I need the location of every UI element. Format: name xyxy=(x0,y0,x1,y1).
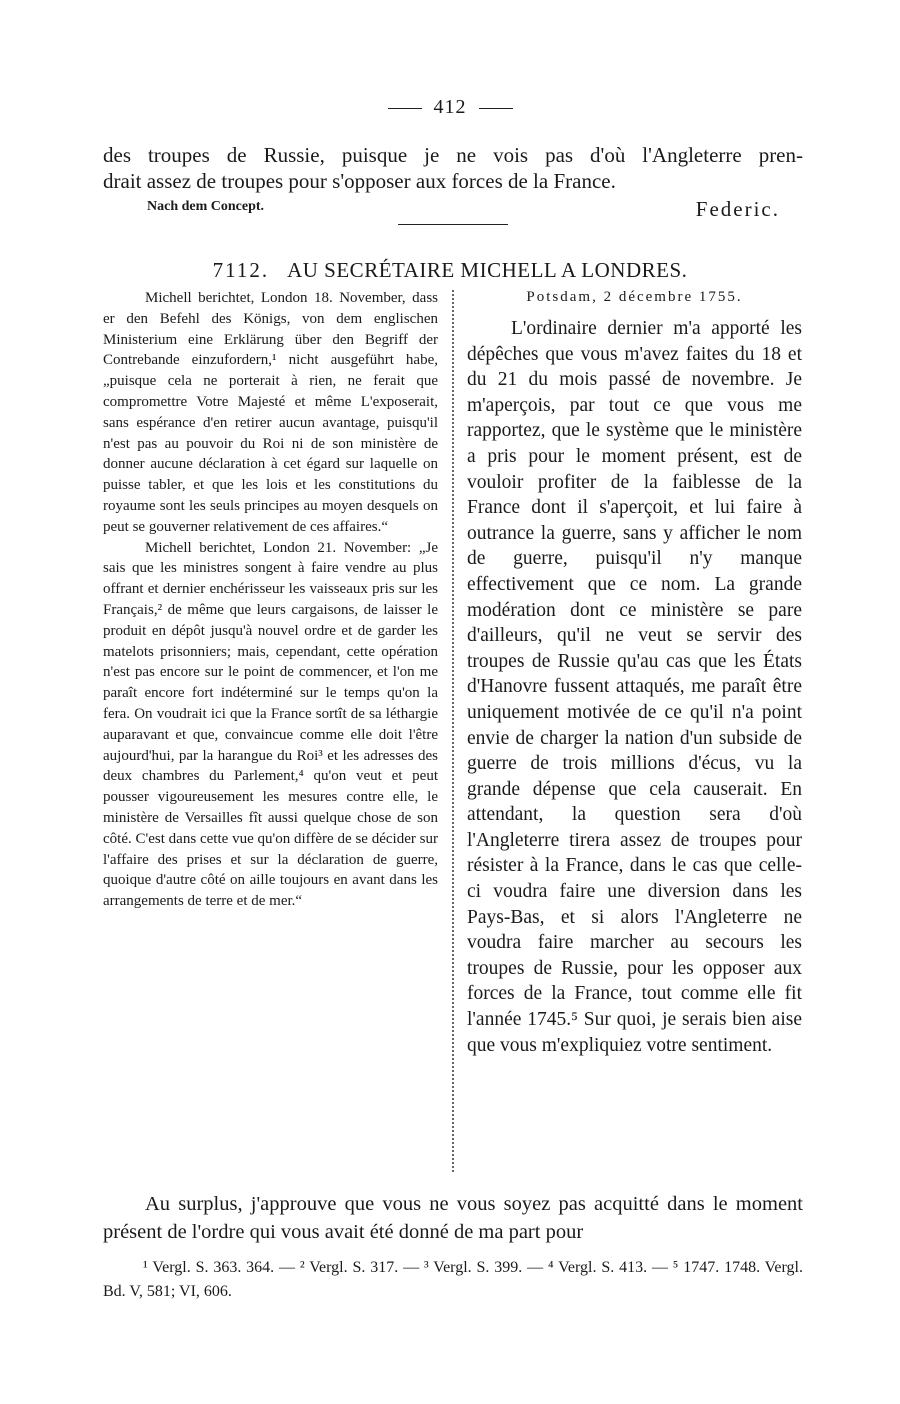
letter-body: L'ordinaire dernier m'a apporté les dépêches que vous m'avez faites du 18 et du 21 du mois passé de novembre. Je m'aperçois, par tout ce que vous me rapportez, que le système que le ministère a pris pour le moment présent, est de vouloir profiter de la faiblesse de la France dont il s'aperçoit, et lui faire à outrance la guerre, sans y afficher le nom de guerre, puisqu'il n'y manque effectivement que ce nom. La grande modération dont ce ministère se pare d'ailleurs, qu'il ne veut se servir des troupes de Russie qu'au cas que les États d'Hanovre fussent attaqués, me paraît être uniquement motivée de ce qu'il n'a point envie de charger la nation d'un subside de guerre de trois millions d'écus, vu la grande dépense que cela causerait. En attendant, la question sera d'où l'Angleterre tirera assez de troupes pour résister à la France, dans le cas que celle-ci voudra faire une diversion dans les Pays-Bas, et si alors l'Angleterre ne voudra faire marcher au secours les troupes de Russie, pour les opposer aux forces de la France, tout comme elle fit l'année 1745.⁵ Sur quoi, je serais bien aise que vous m'expliquiez votre sentiment. xyxy=(467,318,802,1056)
letter-heading xyxy=(0,258,900,283)
left-column-summary xyxy=(103,288,438,912)
letter-number: 7112. xyxy=(212,258,270,282)
top-text-line-2: drait assez de troupes pour s'opposer aux forces de la France. xyxy=(103,169,616,193)
page-number-text: 412 xyxy=(433,96,467,118)
left-paragraph-1: Michell berichtet, London 18. November, dass er den Befehl des Königs, von dem englischen Ministerium eine Erklärung über den Begriff der Contrebande einzufordern,¹ nicht ausgeführt habe, „puisque cela ne porterait à rien, ne ferait que compromettre Votre Majesté et même L'exposerait, sans espérance d'en retirer aucun avantage, puisqu'il n'est pas au pouvoir du Roi ni de son ministère de donner aucune déclaration à cet égard sur laquelle on puisse tabler, et que les lois et les constitutions du royaume sont les seuls principes au moyen desquels on peut se gouverner relativement de ces affaires.“ xyxy=(103,290,438,535)
concept-note: Nach dem Concept. xyxy=(147,199,265,214)
letter-date: Potsdam, 2 décembre 1755. xyxy=(526,289,743,305)
top-continuation-text xyxy=(103,142,803,194)
page-number-dash-right xyxy=(479,108,513,109)
footnotes-text: ¹ Vergl. S. 363. 364. — ² Vergl. S. 317. — ³ Vergl. S. 399. — ⁴ Vergl. S. 413. — ⁵ 1747. 1748. Vergl. Bd. V, 581; VI, 606. xyxy=(103,1259,803,1300)
page-number-dash-left xyxy=(388,108,422,109)
left-paragraph-2: Michell berichtet, London 21. November: „Je sais que les ministres songent à faire vendre au plus offrant et dernier enchérisseur les vaisseaux pris sur les Français,² de même que leurs cargaisons, de laisser le produit en dépôt jusqu'à nouvel ordre et de garder les matelots prisonniers; mais, cependant, cette opération n'est pas encore sur le point de commencer, et l'on me paraît encore fort indéterminé sur le temps qu'on la fera. On voudrait ici que la France sortît de sa léthargie auparavant et que, convaincue comme elle doit l'être aujourd'hui, par la harangue du Roi³ et les adresses des deux chambres du Parlement,⁴ qu'on veut et peut pousser vigoureusement les mesures contre elle, le ministère de Versailles fît aussi quelque chose de son côté. C'est dans cette vue qu'on diffère de se décider sur l'affaire des prises et sur la déclaration de guerre, quoique d'autre côté on aille toujours en avant dans les arrangements de terre et de mer.“ xyxy=(103,539,438,910)
bottom-paragraph: Au surplus, j'approuve que vous ne vous soyez pas acquitté dans le moment présent de l'ordre qui vous avait été donné de ma part pour xyxy=(103,1193,803,1243)
right-column-letter xyxy=(467,316,802,1058)
section-divider-rule xyxy=(398,224,508,225)
top-text-line-1: des troupes de Russie, puisque je ne vois pas d'où l'Angleterre pren- xyxy=(103,143,803,167)
page-number xyxy=(0,96,900,119)
column-divider xyxy=(452,290,454,1172)
footnotes xyxy=(103,1256,803,1304)
signature: Federic. xyxy=(695,197,780,221)
letter-title: AU SECRÉTAIRE MICHELL A LONDRES. xyxy=(287,258,688,282)
bottom-text xyxy=(103,1190,803,1246)
